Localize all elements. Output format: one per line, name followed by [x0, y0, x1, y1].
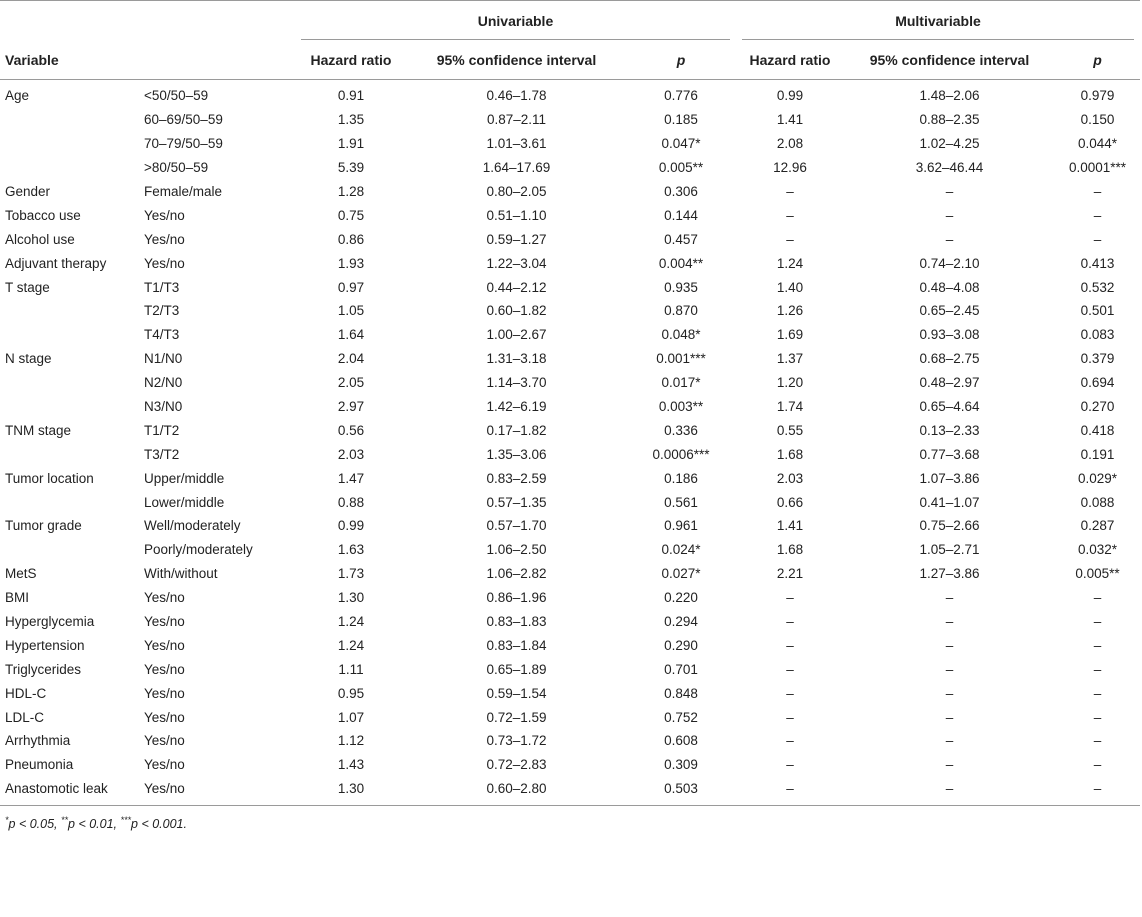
- ci-uni-header: 95% confidence interval: [407, 41, 626, 80]
- hazard-ratio-uni-cell: 1.07: [337, 709, 365, 725]
- ci-multi-cell: 1.07–3.86: [919, 470, 980, 486]
- p-uni-cell: 0.561: [664, 494, 698, 510]
- hazard-ratio-uni-cell: 1.64: [337, 327, 365, 343]
- ci-multi-cell: –: [945, 733, 954, 749]
- table-row: [0, 729, 1140, 753]
- ci-multi-cell: 0.65–2.45: [919, 303, 980, 319]
- p-uni-cell: 0.0006***: [652, 446, 710, 462]
- p-multi-cell: –: [1093, 231, 1102, 247]
- table-row: [0, 514, 1140, 538]
- variable-cell: Tumor grade: [5, 518, 82, 534]
- p-uni-cell: 0.004**: [658, 255, 704, 271]
- p-uni-cell: 0.870: [664, 303, 698, 319]
- ci-multi-cell: –: [945, 207, 954, 223]
- variable-cell: [0, 132, 138, 156]
- ci-multi-cell: 1.05–2.71: [919, 542, 980, 558]
- ci-multi-cell: 0.68–2.75: [919, 351, 980, 367]
- hazard-ratio-multi-cell: –: [786, 685, 794, 701]
- category-cell: T3/T2: [144, 446, 180, 462]
- table-row: [0, 538, 1140, 562]
- ci-uni-cell: 0.51–1.10: [486, 207, 547, 223]
- hazard-ratio-uni-cell: 1.93: [337, 255, 365, 271]
- ci-uni-cell: 1.42–6.19: [486, 399, 547, 415]
- table-row: [0, 753, 1140, 777]
- hazard-ratio-uni-cell: 0.86: [337, 231, 365, 247]
- hazard-ratio-uni-cell: 1.63: [337, 542, 365, 558]
- category-cell: Yes/no: [144, 255, 185, 271]
- hazard-ratio-uni-cell: 0.99: [337, 518, 365, 534]
- p-multi-cell: –: [1093, 590, 1102, 606]
- category-cell: N2/N0: [144, 375, 183, 391]
- category-cell: Yes/no: [144, 637, 185, 653]
- p-uni-cell: 0.776: [664, 88, 698, 104]
- p-multi-cell: 0.379: [1080, 351, 1115, 367]
- hazard-ratio-multi-cell: –: [786, 709, 794, 725]
- hazard-ratio-multi-cell: 1.20: [776, 375, 804, 391]
- ci-multi-cell: –: [945, 637, 954, 653]
- ci-multi-cell: –: [945, 231, 954, 247]
- p-multi-cell: –: [1093, 614, 1102, 630]
- ci-uni-cell: 0.83–1.84: [486, 637, 547, 653]
- p-multi-header: p: [1055, 41, 1140, 80]
- variable-cell: Anastomotic leak: [0, 777, 138, 805]
- ci-multi-cell: 0.93–3.08: [919, 327, 980, 343]
- ci-uni-cell: 0.60–2.80: [407, 777, 626, 805]
- hazard-ratio-multi-cell: 1.24: [776, 255, 804, 271]
- category-cell: >80/50–59: [144, 160, 209, 176]
- category-cell: Yes/no: [138, 777, 295, 805]
- table-row: [0, 490, 1140, 514]
- variable-cell: [0, 490, 138, 514]
- hazard-ratio-multi-cell: –: [786, 637, 794, 653]
- table-row: [0, 80, 1140, 108]
- hazard-ratio-uni-cell: 1.30: [295, 777, 407, 805]
- variable-cell: MetS: [5, 566, 37, 582]
- p-multi-cell: 0.150: [1080, 112, 1115, 128]
- table-row: [0, 633, 1140, 657]
- category-cell: Female/male: [144, 184, 223, 199]
- p-multi-cell: –: [1055, 777, 1140, 805]
- ci-multi-cell: 0.65–4.64: [919, 399, 980, 415]
- p-multi-cell: –: [1093, 685, 1102, 701]
- ci-uni-cell: 0.73–1.72: [486, 733, 547, 749]
- variable-cell: [0, 395, 138, 419]
- ci-uni-cell: 0.83–1.83: [486, 614, 547, 630]
- hazard-ratio-uni-cell: 2.05: [337, 375, 365, 391]
- hazard-ratio-multi-cell: 1.74: [776, 399, 804, 415]
- ci-uni-cell: 0.59–1.54: [486, 685, 547, 701]
- p-uni-cell: 0.220: [664, 590, 698, 606]
- p-multi-cell: 0.287: [1080, 518, 1115, 534]
- hazard-ratio-uni-cell: 1.05: [337, 303, 365, 319]
- table-row: [0, 681, 1140, 705]
- ci-multi-cell: –: [945, 685, 954, 701]
- p-uni-cell: 0.294: [664, 614, 698, 630]
- table-row: [0, 466, 1140, 490]
- hazard-ratio-uni-cell: 2.04: [337, 351, 365, 367]
- table-row: [0, 777, 1140, 805]
- table-row: [0, 371, 1140, 395]
- variable-cell: Adjuvant therapy: [5, 255, 107, 271]
- hazard-ratio-uni-cell: 1.24: [337, 637, 365, 653]
- p-multi-cell: 0.270: [1080, 399, 1115, 415]
- category-cell: T1/T2: [144, 422, 180, 438]
- category-cell: Yes/no: [144, 207, 185, 223]
- variable-cell: [0, 371, 138, 395]
- category-cell: Yes/no: [144, 231, 185, 247]
- hazard-ratio-uni-cell: 0.56: [337, 422, 365, 438]
- table-body: [0, 80, 1140, 806]
- table-row: [0, 395, 1140, 419]
- multivariable-group-header: Multivariable: [736, 1, 1140, 41]
- p-multi-cell: 0.418: [1080, 422, 1115, 438]
- variable-cell: [0, 442, 138, 466]
- p-uni-cell: 0.503: [626, 777, 736, 805]
- ci-uni-cell: 1.01–3.61: [486, 136, 547, 152]
- variable-cell: Hyperglycemia: [5, 614, 95, 630]
- category-cell: Yes/no: [144, 685, 185, 701]
- ci-uni-cell: 1.06–2.82: [486, 566, 547, 582]
- hazard-ratio-uni-cell: 2.97: [337, 399, 365, 415]
- p-uni-cell: 0.336: [664, 422, 698, 438]
- ci-uni-cell: 0.57–1.35: [486, 494, 547, 510]
- ci-uni-cell: 0.80–2.05: [486, 184, 547, 199]
- hazard-ratio-uni-cell: 0.91: [337, 88, 365, 104]
- p-uni-cell: 0.935: [664, 279, 698, 295]
- ci-uni-cell: 1.35–3.06: [486, 446, 547, 462]
- p-uni-cell: 0.306: [664, 184, 698, 199]
- ci-multi-cell: –: [844, 777, 1055, 805]
- table-footnote: *p < 0.05, **p < 0.01, ***p < 0.001.: [5, 814, 187, 831]
- category-cell: Yes/no: [144, 709, 185, 725]
- hazard-ratio-uni-cell: 2.03: [337, 446, 365, 462]
- column-header-row: [0, 41, 1140, 80]
- p-multi-cell: –: [1093, 757, 1102, 773]
- hazard-ratio-multi-cell: –: [736, 777, 844, 805]
- category-column-header: [138, 41, 295, 80]
- hazard-ratio-multi-cell: 1.69: [776, 327, 804, 343]
- variable-cell: Triglycerides: [5, 661, 82, 677]
- hazard-ratio-uni-cell: 1.11: [338, 661, 364, 677]
- hazard-ratio-uni-cell: 1.12: [337, 733, 365, 749]
- hazard-ratio-uni-cell: 0.75: [337, 207, 365, 223]
- variable-cell: [0, 108, 138, 132]
- hazard-ratio-multi-cell: –: [786, 733, 794, 749]
- table-row: [0, 323, 1140, 347]
- category-cell: <50/50–59: [144, 88, 209, 104]
- variable-cell: LDL-C: [5, 709, 45, 725]
- ci-uni-cell: 0.72–2.83: [486, 757, 547, 773]
- table-row: [0, 251, 1140, 275]
- variable-cell: Alcohol use: [5, 231, 75, 247]
- p-multi-cell: 0.044*: [1077, 136, 1118, 152]
- ci-uni-cell: 0.86–1.96: [486, 590, 547, 606]
- p-uni-cell: 0.048*: [661, 327, 701, 343]
- p-uni-cell: 0.290: [664, 637, 698, 653]
- hazard-ratio-uni-cell: 1.91: [337, 136, 365, 152]
- p-uni-cell: 0.003**: [658, 399, 704, 415]
- ci-multi-cell: 0.41–1.07: [919, 494, 980, 510]
- hazard-ratio-uni-cell: 0.97: [337, 279, 365, 295]
- hazard-ratio-multi-cell: 1.68: [776, 446, 804, 462]
- variable-column-header: Variable: [0, 41, 138, 80]
- table-row: [0, 347, 1140, 371]
- p-uni-cell: 0.027*: [661, 566, 701, 582]
- ci-multi-cell: 1.02–4.25: [919, 136, 980, 152]
- ci-multi-cell: –: [945, 661, 954, 677]
- hazard-ratio-multi-cell: –: [786, 231, 794, 247]
- table-row: [0, 610, 1140, 634]
- variable-cell: [0, 538, 138, 562]
- p-multi-cell: 0.029*: [1077, 470, 1118, 486]
- hazard-ratio-uni-cell: 1.43: [337, 757, 365, 773]
- p-uni-cell: 0.608: [664, 733, 698, 749]
- ci-uni-cell: 1.14–3.70: [486, 375, 547, 391]
- hazard-ratio-multi-cell: –: [786, 590, 794, 606]
- table-row: [0, 562, 1140, 586]
- ci-uni-cell: 0.60–1.82: [486, 303, 547, 319]
- ci-uni-cell: 0.44–2.12: [486, 279, 547, 295]
- hazard-ratio-multi-cell: 1.26: [776, 303, 804, 319]
- hazard-ratio-multi-cell: –: [786, 661, 794, 677]
- category-cell: N3/N0: [144, 399, 183, 415]
- ci-multi-cell: 0.77–3.68: [919, 446, 980, 462]
- ci-uni-cell: 1.06–2.50: [486, 542, 547, 558]
- hazard-ratio-multi-cell: 0.99: [776, 88, 804, 104]
- ci-multi-header: 95% confidence interval: [844, 41, 1055, 80]
- hazard-ratio-uni-cell: 1.73: [337, 566, 365, 582]
- table-row: [0, 418, 1140, 442]
- hazard-ratio-multi-cell: 12.96: [773, 160, 807, 176]
- hazard-ratio-multi-cell: 2.21: [776, 566, 804, 582]
- ci-uni-cell: 0.17–1.82: [486, 422, 547, 438]
- ci-uni-cell: 0.72–1.59: [486, 709, 547, 725]
- ci-multi-cell: 0.48–2.97: [919, 375, 980, 391]
- hazard-ratio-uni-cell: 0.88: [337, 494, 365, 510]
- ci-uni-cell: 1.00–2.67: [486, 327, 547, 343]
- p-uni-header: p: [626, 41, 736, 80]
- variable-cell: TNM stage: [5, 422, 72, 438]
- ci-uni-cell: 0.46–1.78: [486, 88, 547, 104]
- category-cell: T4/T3: [144, 327, 180, 343]
- p-multi-cell: 0.191: [1080, 446, 1115, 462]
- ci-multi-cell: –: [945, 709, 954, 725]
- hazard-ratio-uni-header: Hazard ratio: [295, 41, 407, 80]
- hazard-ratio-multi-cell: –: [786, 184, 794, 199]
- p-uni-cell: 0.024*: [661, 542, 701, 558]
- p-uni-cell: 0.005**: [658, 160, 704, 176]
- category-cell: 70–79/50–59: [144, 136, 223, 152]
- p-multi-cell: 0.088: [1080, 494, 1115, 510]
- ci-uni-cell: 0.57–1.70: [486, 518, 547, 534]
- hazard-ratio-uni-cell: 0.95: [337, 685, 365, 701]
- ci-uni-cell: 0.65–1.89: [486, 661, 547, 677]
- hazard-ratio-multi-cell: 1.68: [776, 542, 804, 558]
- ci-multi-cell: 0.48–4.08: [919, 279, 980, 295]
- hazard-ratio-uni-cell: 1.28: [337, 184, 365, 199]
- ci-uni-cell: 1.22–3.04: [486, 255, 547, 271]
- table-row: [0, 657, 1140, 681]
- p-multi-cell: –: [1093, 207, 1102, 223]
- p-uni-cell: 0.309: [664, 757, 698, 773]
- table-row: [0, 586, 1140, 610]
- group-header-row: [0, 1, 1140, 41]
- p-uni-cell: 0.961: [664, 518, 698, 534]
- table-header: [0, 1, 1140, 80]
- ci-multi-cell: –: [945, 184, 954, 199]
- category-cell: Yes/no: [144, 733, 185, 749]
- variable-cell: N stage: [5, 351, 52, 367]
- category-cell: Lower/middle: [144, 494, 225, 510]
- variable-cell: Tobacco use: [5, 207, 81, 223]
- p-uni-cell: 0.701: [664, 661, 698, 677]
- hazard-ratio-multi-cell: 2.08: [776, 136, 804, 152]
- variable-cell: BMI: [5, 590, 30, 606]
- ci-uni-cell: 0.87–2.11: [486, 112, 547, 128]
- table-row: [0, 156, 1140, 180]
- p-multi-cell: 0.0001***: [1068, 160, 1127, 176]
- table-row: [0, 299, 1140, 323]
- ci-multi-cell: 0.75–2.66: [919, 518, 980, 534]
- ci-multi-cell: 0.13–2.33: [919, 422, 980, 438]
- ci-multi-cell: 1.48–2.06: [919, 88, 980, 104]
- hazard-ratio-uni-cell: 1.24: [337, 614, 365, 630]
- p-multi-cell: –: [1093, 709, 1102, 725]
- hazard-ratio-uni-cell: 1.47: [337, 470, 365, 486]
- p-multi-cell: 0.501: [1080, 303, 1115, 319]
- table-row: [0, 108, 1140, 132]
- category-cell: Upper/middle: [144, 470, 225, 486]
- variable-cell: T stage: [5, 279, 50, 295]
- variable-cell: Tumor location: [5, 470, 94, 486]
- variable-cell: Age: [5, 88, 30, 104]
- p-multi-cell: 0.083: [1080, 327, 1115, 343]
- category-cell: Yes/no: [144, 661, 185, 677]
- category-cell: With/without: [144, 566, 218, 582]
- ci-multi-cell: 0.88–2.35: [919, 112, 980, 128]
- variable-cell: [0, 156, 138, 180]
- p-multi-cell: 0.005**: [1075, 566, 1120, 582]
- variable-cell: Pneumonia: [5, 757, 74, 773]
- p-multi-cell: 0.413: [1080, 255, 1115, 271]
- variable-cell: HDL-C: [5, 685, 47, 701]
- p-uni-cell: 0.047*: [661, 136, 701, 152]
- ci-multi-cell: 1.27–3.86: [919, 566, 980, 582]
- hazard-ratio-multi-cell: 2.03: [776, 470, 804, 486]
- p-uni-cell: 0.185: [664, 112, 698, 128]
- hazard-ratio-uni-cell: 5.39: [337, 160, 365, 176]
- hazard-ratio-multi-cell: 1.37: [776, 351, 804, 367]
- ci-multi-cell: 3.62–46.44: [915, 160, 984, 176]
- p-multi-cell: 0.979: [1080, 88, 1115, 104]
- ci-multi-cell: 0.74–2.10: [919, 255, 980, 271]
- table-row: [0, 275, 1140, 299]
- ci-uni-cell: 1.31–3.18: [486, 351, 547, 367]
- variable-cell: Gender: [5, 184, 51, 199]
- p-uni-cell: 0.017*: [661, 375, 701, 391]
- hazard-ratio-multi-cell: 1.41: [776, 112, 804, 128]
- p-multi-cell: –: [1093, 184, 1102, 199]
- univariable-group-header: Univariable: [295, 1, 736, 41]
- ci-multi-cell: –: [945, 590, 954, 606]
- variable-cell: Hypertension: [5, 637, 85, 653]
- p-multi-cell: 0.032*: [1077, 542, 1118, 558]
- hazard-ratio-multi-cell: –: [786, 757, 794, 773]
- p-uni-cell: 0.752: [664, 709, 698, 725]
- hazard-ratio-uni-cell: 1.35: [337, 112, 365, 128]
- p-uni-cell: 0.186: [664, 470, 698, 486]
- p-multi-cell: –: [1093, 637, 1102, 653]
- p-uni-cell: 0.457: [664, 231, 698, 247]
- table-row: [0, 442, 1140, 466]
- p-multi-cell: –: [1093, 733, 1102, 749]
- category-cell: Yes/no: [144, 757, 185, 773]
- hazard-ratio-multi-cell: 0.66: [776, 494, 804, 510]
- p-uni-cell: 0.144: [664, 207, 698, 223]
- variable-cell: Arrhythmia: [5, 733, 71, 749]
- hazard-ratio-multi-cell: –: [786, 207, 794, 223]
- category-cell: T2/T3: [144, 303, 180, 319]
- ci-uni-cell: 1.64–17.69: [482, 160, 551, 176]
- hazard-ratio-uni-cell: 1.30: [337, 590, 365, 606]
- hazard-ratio-multi-cell: 0.55: [776, 422, 804, 438]
- category-cell: 60–69/50–59: [144, 112, 223, 128]
- hazard-ratio-multi-cell: –: [786, 614, 794, 630]
- p-uni-cell: 0.001***: [656, 351, 706, 367]
- hazard-ratio-multi-header: Hazard ratio: [736, 41, 844, 80]
- table-row: [0, 132, 1140, 156]
- ci-uni-cell: 0.59–1.27: [486, 231, 547, 247]
- p-uni-cell: 0.848: [664, 685, 698, 701]
- p-multi-cell: 0.532: [1080, 279, 1115, 295]
- variable-cell: [0, 323, 138, 347]
- variable-cell: [0, 299, 138, 323]
- p-multi-cell: –: [1093, 661, 1102, 677]
- ci-uni-cell: 0.83–2.59: [486, 470, 547, 486]
- category-cell: T1/T3: [144, 279, 180, 295]
- ci-multi-cell: –: [945, 614, 954, 630]
- category-cell: N1/N0: [144, 351, 183, 367]
- table-row: [0, 705, 1140, 729]
- category-cell: Yes/no: [144, 614, 185, 630]
- category-cell: Yes/no: [144, 590, 185, 606]
- table-row: [0, 203, 1140, 227]
- p-multi-cell: 0.694: [1080, 375, 1115, 391]
- category-cell: Well/moderately: [144, 518, 241, 534]
- table-row: [0, 180, 1140, 204]
- category-cell: Poorly/moderately: [144, 542, 253, 558]
- hazard-ratio-multi-cell: 1.40: [776, 279, 804, 295]
- table-row: [0, 227, 1140, 251]
- hazard-ratio-multi-cell: 1.41: [776, 518, 804, 534]
- ci-multi-cell: –: [945, 757, 954, 773]
